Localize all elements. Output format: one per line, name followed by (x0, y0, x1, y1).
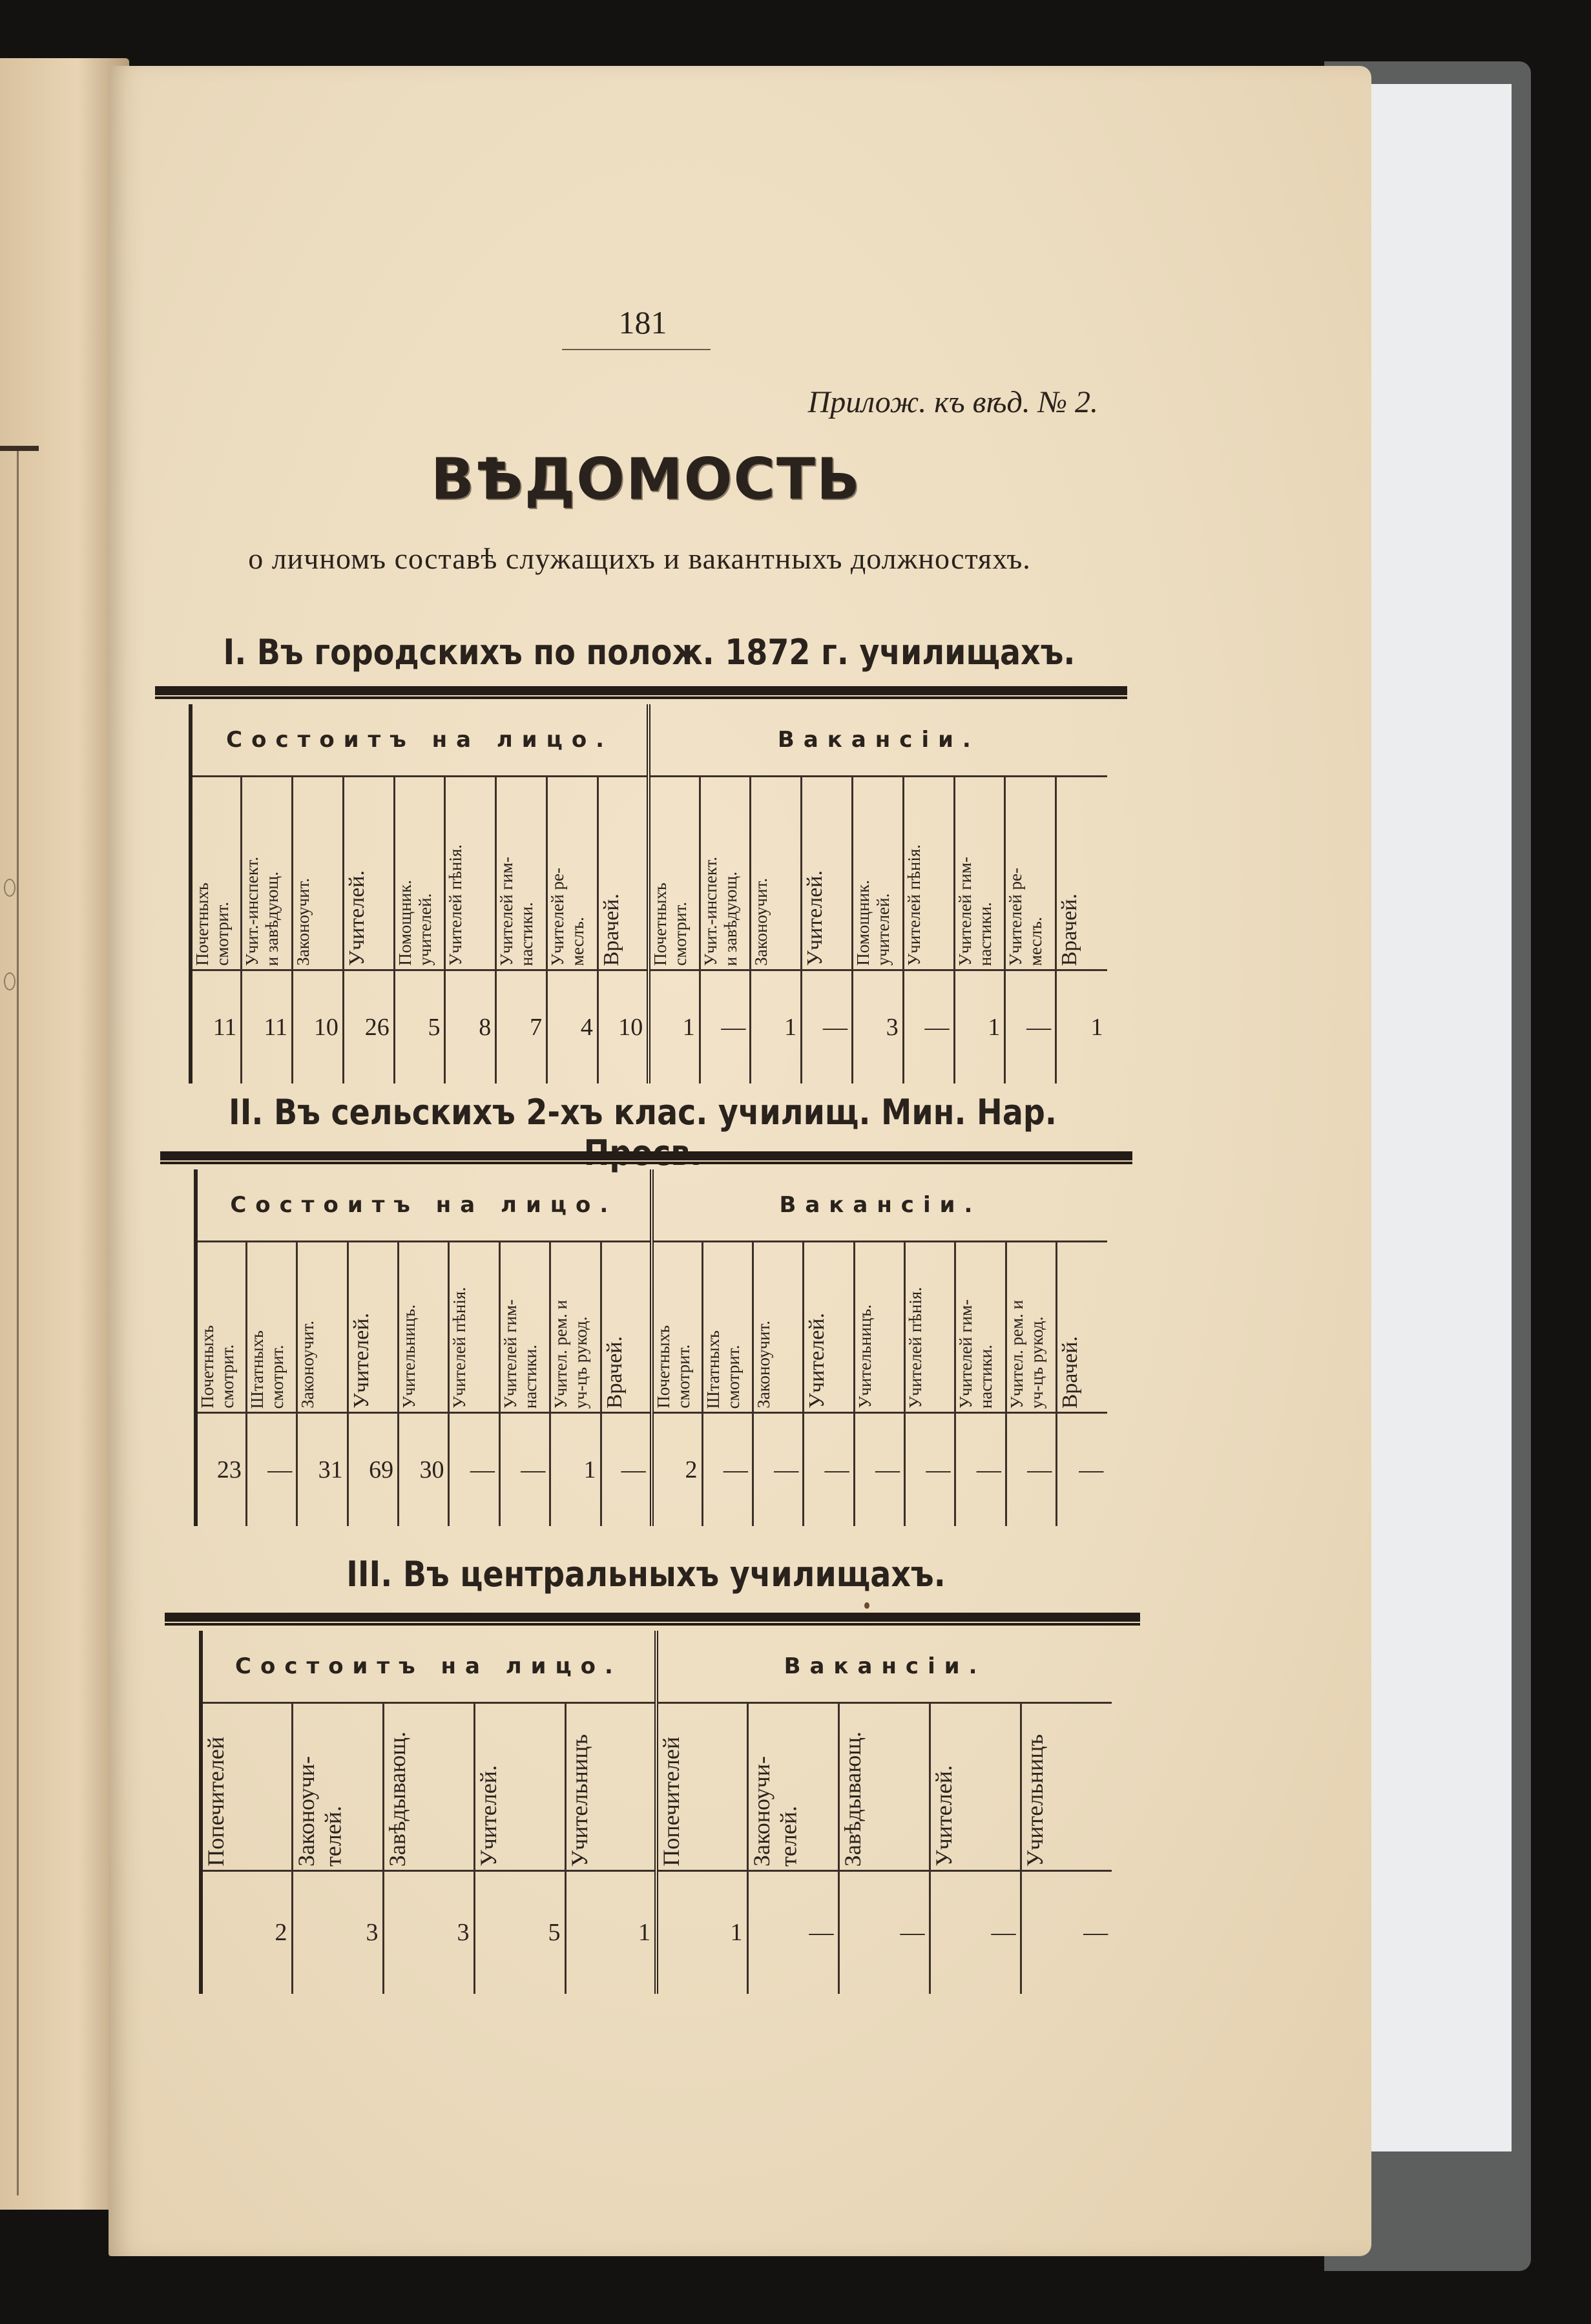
staffed-value-cell: 30 (399, 1413, 449, 1526)
staffed-value-cell: 11 (242, 970, 293, 1083)
staffed-column-header (547, 777, 598, 970)
column-header-label: Учителей. (344, 870, 369, 966)
staffed-column-header (383, 1703, 474, 1871)
vacancy-column-header (852, 777, 903, 970)
staffed-value-cell: 1 (565, 1871, 656, 1994)
group-staffed: Состоитъ на лицо. (196, 1169, 652, 1242)
staffed-value-cell: 1 (550, 1413, 601, 1526)
appendix-reference: Прилож. къ вѣд. № 2. (807, 385, 1098, 419)
vacancy-value-cell: — (1006, 1413, 1056, 1526)
column-header-label: Врачей. (1057, 893, 1082, 966)
section-2-rule (160, 1151, 1132, 1162)
vacancy-value-cell: 1 (751, 970, 802, 1083)
staffed-value-cell: 11 (191, 970, 242, 1083)
staffed-value-cell: 4 (547, 970, 598, 1083)
column-header-label: Попечителей (203, 1737, 229, 1867)
vacancy-column-header (804, 1242, 854, 1413)
column-header-label: Учит.-инспект. и завѣдующ. (700, 856, 740, 966)
facing-page-mark (4, 879, 16, 897)
vacancy-value-cell: — (802, 970, 853, 1083)
column-header-label: Врачей. (602, 1335, 627, 1408)
group-staffed: Состоитъ на лицо. (191, 704, 649, 777)
column-header-label: Штатныхъ смотрит. (247, 1330, 287, 1408)
staffed-column-header (499, 1242, 550, 1413)
vacancy-column-header (1056, 777, 1107, 970)
vacancy-value-cell: — (747, 1871, 838, 1994)
section-3-rule (165, 1613, 1140, 1623)
staffed-column-header (293, 777, 344, 970)
column-header-label: Учителей гим- настики. (497, 856, 537, 966)
staffed-column-header (449, 1242, 499, 1413)
column-header-label: Учителей пѣнія. (450, 1287, 470, 1408)
vacancy-column-header (802, 777, 853, 970)
page-number-rule (562, 349, 711, 350)
vacancy-column-header (955, 1242, 1006, 1413)
vacancy-value-cell: — (700, 970, 751, 1083)
staffed-value-cell: 69 (348, 1413, 398, 1526)
staffed-column-header (598, 777, 649, 970)
vacancy-column-header (751, 777, 802, 970)
column-header-label: Учителей. (930, 1765, 957, 1867)
staffed-column-header (550, 1242, 601, 1413)
staffed-value-cell: 26 (343, 970, 394, 1083)
column-header-label: Учител. рем. и уч-цъ рукод. (551, 1299, 591, 1408)
staffed-value-cell: 23 (196, 1413, 246, 1526)
column-header-label: Учителей ре- меслъ. (548, 867, 588, 966)
column-header-label: Учит.-инспект. и завѣдующ. (242, 856, 282, 966)
table-central-schools (199, 1631, 1112, 1994)
group-vacancies: Вакансiи. (649, 704, 1107, 777)
staffed-value-cell: 31 (297, 1413, 348, 1526)
vacancy-value-cell: — (854, 1413, 904, 1526)
staffed-column-header (201, 1703, 292, 1871)
staffed-value-cell: 2 (201, 1871, 292, 1994)
staffed-column-header (242, 777, 293, 970)
page-number: 181 (618, 304, 667, 340)
column-header-label: Учителей пѣнія. (446, 844, 466, 966)
staffed-column-header (474, 1703, 565, 1871)
column-header-label: Врачей. (1058, 1335, 1083, 1408)
staffed-column-header (343, 777, 394, 970)
vacancy-value-cell: — (702, 1413, 753, 1526)
vacancy-value-cell: — (1021, 1871, 1112, 1994)
column-header-label: Законоучит. (751, 878, 771, 966)
section-1-heading: I. Въ городскихъ по полож. 1872 г. училищахъ. (223, 632, 1076, 673)
staffed-column-header (246, 1242, 296, 1413)
vacancy-value-cell: — (1057, 1413, 1107, 1526)
column-header-label: Учительницъ. (399, 1304, 419, 1408)
vacancy-value-cell: — (753, 1413, 803, 1526)
paper-stain (864, 1602, 869, 1609)
staffed-value-cell: — (246, 1413, 296, 1526)
staffed-value-cell: 10 (598, 970, 649, 1083)
facing-page-column-line (17, 451, 19, 2195)
vacancy-column-header (1021, 1703, 1112, 1871)
vacancy-value-cell: — (955, 1413, 1006, 1526)
staffed-column-header (348, 1242, 398, 1413)
column-header-label: Учителей гим- настики. (500, 1299, 540, 1408)
group-vacancies: Вакансiи. (652, 1169, 1108, 1242)
column-header-label: Почетныхъ смотрит. (192, 883, 233, 966)
group-vacancies: Вакансiи. (656, 1631, 1112, 1703)
staffed-column-header (399, 1242, 449, 1413)
vacancy-column-header (954, 777, 1005, 970)
vacancy-column-header (838, 1703, 930, 1871)
staffed-column-header (292, 1703, 383, 1871)
vacancy-column-header (656, 1703, 747, 1871)
vacancy-value-cell: 2 (652, 1413, 702, 1526)
facing-page-rule (0, 446, 39, 451)
column-header-label: Учителей ре- меслъ. (1006, 867, 1046, 966)
vacancy-value-cell: — (1005, 970, 1056, 1083)
column-header-label: Почетныхъ смотрит. (198, 1325, 238, 1408)
vacancy-column-header (1005, 777, 1056, 970)
staffed-column-header (601, 1242, 651, 1413)
group-staffed: Состоитъ на лицо. (201, 1631, 656, 1703)
staffed-column-header (445, 777, 496, 970)
column-header-label: Учителей. (349, 1312, 373, 1408)
column-header-label: Завѣдывающ. (384, 1731, 410, 1867)
column-header-label: Учительницъ (1021, 1733, 1048, 1867)
staffed-column-header (565, 1703, 656, 1871)
column-header-label: Завѣдывающ. (839, 1731, 866, 1867)
column-header-label: Законоучит. (753, 1321, 773, 1408)
column-header-label: Учител. рем. и уч-цъ рукод. (1006, 1299, 1046, 1408)
vacancy-value-cell: 1 (649, 970, 700, 1083)
vacancy-column-header (854, 1242, 904, 1413)
facing-page-mark (4, 972, 16, 990)
section-2-heading: II. Въ сельскихъ 2-хъ клас. училищ. Мин. Нар. (229, 1092, 1057, 1133)
column-header-label: Врачей. (599, 893, 623, 966)
staffed-column-header (191, 777, 242, 970)
column-header-label: Учителей гим- настики. (956, 1299, 996, 1408)
staffed-value-cell: — (601, 1413, 651, 1526)
staffed-value-cell: 7 (496, 970, 547, 1083)
column-header-label: Помощник. учителей. (853, 880, 893, 966)
staffed-column-header (496, 777, 547, 970)
column-header-label: Почетныхъ смотрит. (650, 883, 691, 966)
staffed-value-cell: 8 (445, 970, 496, 1083)
section-1-rule (155, 686, 1127, 696)
vacancy-value-cell: — (838, 1871, 930, 1994)
table-urban-schools (189, 704, 1107, 1083)
column-header-label: Учительницъ (566, 1733, 592, 1867)
table-rural-schools (194, 1169, 1107, 1526)
column-header-label: Учительницъ. (855, 1304, 875, 1408)
inserted-sheet (1369, 84, 1512, 2151)
column-header-label: Законоучит. (298, 1321, 318, 1408)
vacancy-value-cell: 1 (656, 1871, 747, 1994)
staffed-column-header (394, 777, 445, 970)
staffed-column-header (196, 1242, 246, 1413)
column-header-label: Учителей. (805, 1312, 829, 1408)
staffed-column-header (297, 1242, 348, 1413)
column-header-label: Почетныхъ смотрит. (653, 1325, 693, 1408)
vacancy-column-header (1057, 1242, 1107, 1413)
staffed-value-cell: 5 (474, 1871, 565, 1994)
vacancy-column-header (702, 1242, 753, 1413)
column-header-label: Учителей. (475, 1765, 501, 1867)
column-header-label: Учителей гим- настики. (955, 856, 995, 966)
column-header-label: Попечителей (658, 1737, 684, 1867)
vacancy-column-header (905, 1242, 955, 1413)
document-subtitle: о личномъ составѣ служащихъ и вакантныхъ должностяхъ. (248, 542, 1031, 575)
column-header-label: Помощник. учителей. (395, 880, 435, 966)
vacancy-column-header (652, 1242, 702, 1413)
section-3-heading: III. Въ центральныхъ училищахъ. (346, 1554, 946, 1595)
vacancy-value-cell: 3 (852, 970, 903, 1083)
vacancy-column-header (700, 777, 751, 970)
column-header-label: Учителей пѣнія. (904, 844, 924, 966)
column-header-label: Учителей. (803, 870, 827, 966)
column-header-label: Учителей пѣнія. (906, 1287, 926, 1408)
vacancy-value-cell: — (903, 970, 954, 1083)
vacancy-column-header (753, 1242, 803, 1413)
vacancy-value-cell: 1 (1056, 970, 1107, 1083)
vacancy-value-cell: — (905, 1413, 955, 1526)
vacancy-column-header (903, 777, 954, 970)
vacancy-column-header (930, 1703, 1021, 1871)
staffed-value-cell: 5 (394, 970, 445, 1083)
column-header-label: Законоучит. (293, 878, 313, 966)
vacancy-column-header (747, 1703, 838, 1871)
column-header-label: Законоучи- телей. (293, 1756, 346, 1867)
staffed-value-cell: 10 (293, 970, 344, 1083)
vacancy-column-header (1006, 1242, 1056, 1413)
staffed-value-cell: — (449, 1413, 499, 1526)
vacancy-column-header (649, 777, 700, 970)
staffed-value-cell: 3 (383, 1871, 474, 1994)
column-header-label: Штатныхъ смотрит. (703, 1330, 743, 1408)
vacancy-value-cell: — (930, 1871, 1021, 1994)
staffed-value-cell: — (499, 1413, 550, 1526)
vacancy-value-cell: — (804, 1413, 854, 1526)
document-title: ВѢДОМОСТЬ (430, 446, 862, 512)
vacancy-value-cell: 1 (954, 970, 1005, 1083)
column-header-label: Законоучи- телей. (748, 1756, 801, 1867)
staffed-value-cell: 3 (292, 1871, 383, 1994)
